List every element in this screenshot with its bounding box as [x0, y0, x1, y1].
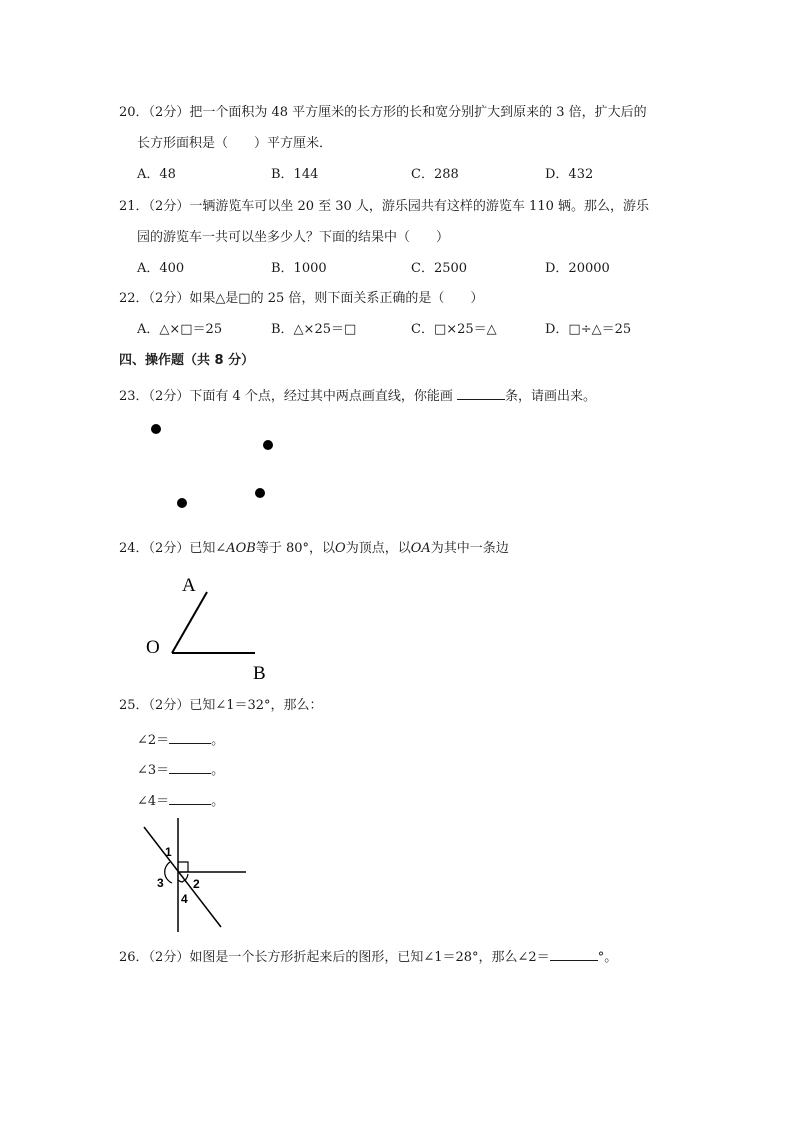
- q25-right-angle-mark: [178, 862, 188, 872]
- q25-angle2-label: ∠2＝: [137, 733, 170, 748]
- q24-text-part2: 等于 80°，以: [255, 541, 336, 556]
- q25-angle4-label: ∠4＝: [137, 794, 170, 809]
- q23-text-after: 条，请画出来。: [504, 389, 596, 404]
- q21-text-line1: 21．（2分）一辆游览车可以坐 20 至 30 人，游乐园共有这样的游览车 110 辆。那么，游乐: [119, 199, 650, 214]
- q22-option-a: A．△×□＝25: [137, 322, 223, 337]
- q26-text-before: 26．（2分）如图是一个长方形折起来后的图形，已知∠1＝28°，那么∠2＝: [119, 950, 550, 965]
- q24-text-part1: 24．（2分）已知∠: [119, 541, 227, 556]
- q25-label-3: 3: [157, 876, 164, 890]
- q25-angle3-label: ∠3＝: [137, 763, 170, 778]
- q25-label-1: 1: [165, 845, 172, 859]
- q24-text-part3: 为顶点，以: [345, 541, 411, 556]
- q23-text-before: 23．（2分）下面有 4 个点，经过其中两点画直线，你能画: [119, 389, 457, 404]
- q22-option-c: C．□×25＝△: [411, 322, 497, 337]
- q25-label-2: 2: [193, 877, 200, 891]
- q24-label-b: B: [253, 663, 266, 684]
- q21-text-line2: 园的游览车一共可以坐多少人？下面的结果中（ ）: [137, 230, 450, 245]
- q22-option-b: B．△×25＝□: [271, 322, 357, 337]
- q25-text: 25．（2分）已知∠1＝32°，那么：: [119, 698, 323, 713]
- q26-text: [119, 946, 617, 967]
- q25-angle2-end: 。: [211, 733, 225, 748]
- q25-angle3-end: 。: [211, 763, 225, 778]
- q26-text-after: °。: [597, 950, 618, 965]
- q20-text-line2: 长方形面积是（ ）平方厘米．: [137, 136, 333, 151]
- q21-option-d: D．20000: [545, 261, 610, 276]
- q25-label-4: 4: [181, 892, 188, 906]
- q20-option-d: D．432: [545, 167, 594, 182]
- q24-angle-name: AOB: [226, 541, 256, 556]
- q24-label-a: A: [182, 575, 196, 596]
- q21-option-a: A．400: [137, 261, 185, 276]
- q21-option-b: B．1000: [271, 261, 327, 276]
- q25-angle4-end: 。: [211, 794, 225, 809]
- q21-option-c: C．2500: [411, 261, 468, 276]
- q25-angle3-arc: [165, 862, 172, 883]
- q22-option-d: D．□÷△＝25: [545, 322, 632, 337]
- q24-label-o: O: [146, 637, 160, 658]
- q24-vertex-name: O: [335, 541, 346, 556]
- q20-text-line1: 20．（2分）把一个面积为 48 平方厘米的长方形的长和宽分别扩大到原来的 3 倍，扩大后的: [119, 105, 647, 120]
- q24-side-name: OA: [410, 541, 431, 556]
- q24-text-part4: 为其中一条边: [430, 541, 509, 556]
- q26-answer-blank[interactable]: [550, 946, 598, 961]
- section-heading-operations: 四、操作题（共 8 分）: [119, 353, 255, 368]
- q25-slanted-line: [144, 827, 221, 927]
- q20-option-c: C．288: [411, 167, 459, 182]
- q20-option-a: A．48: [137, 167, 176, 182]
- q20-option-b: B．144: [271, 167, 319, 182]
- q22-text: 22．（2分）如果△是□的 25 倍，则下面关系正确的是（ ）: [119, 291, 484, 306]
